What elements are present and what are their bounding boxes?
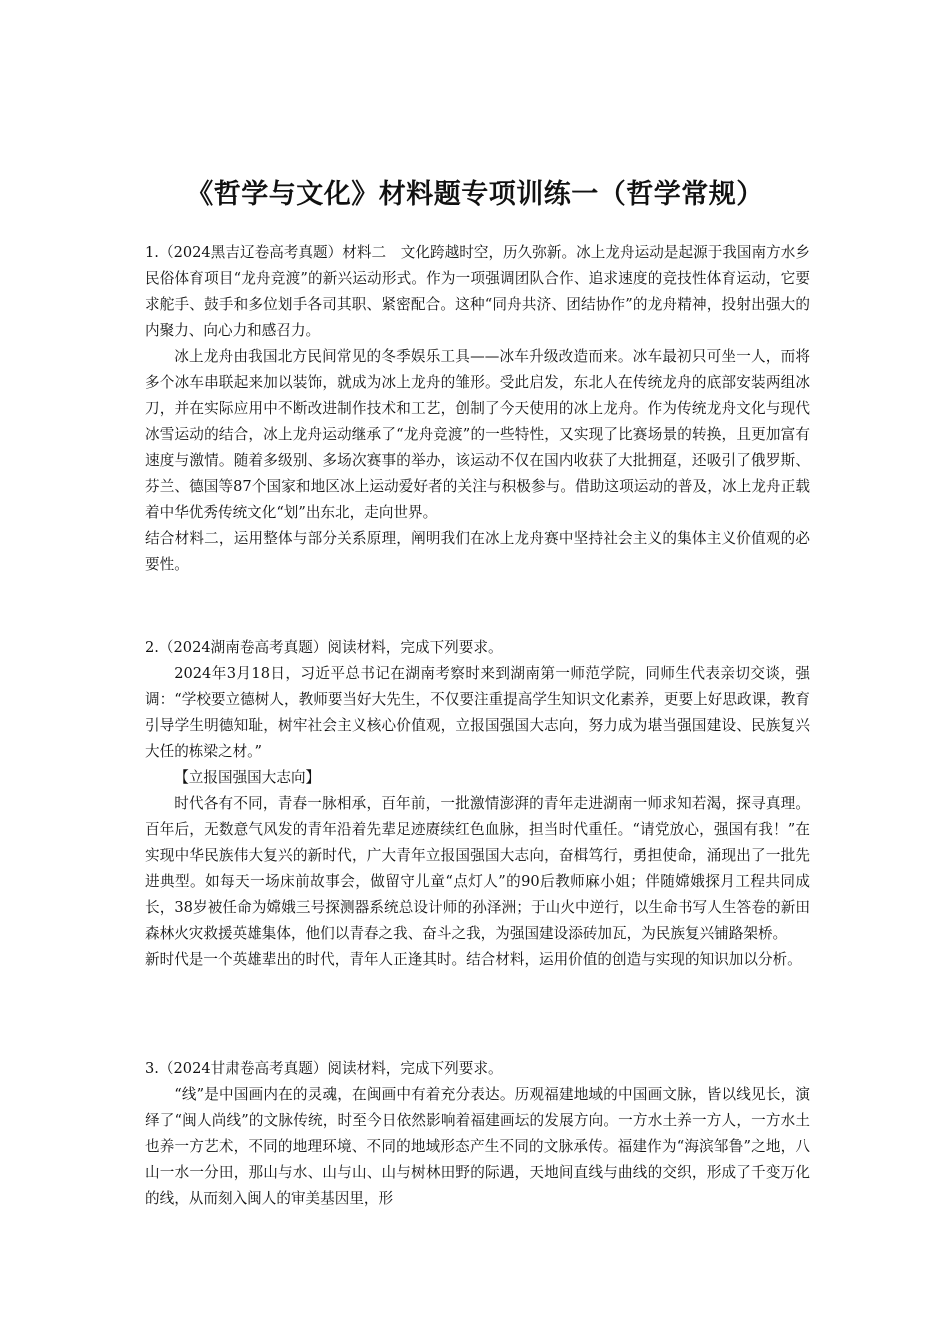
spacer: [145, 973, 810, 1056]
question-1-paragraph: 冰上龙舟由我国北方民间常见的冬季娱乐工具——冰车升级改造而来。冰车最初只可坐一人，而将多个冰车串联起来加以装饰，就成为冰上龙舟的雏形。受此启发，东北人在传统龙舟的底部安装两组冰刀，并在实际应用中不断改进制作技术和工艺，创制了今天使用的冰上龙舟。作为传统龙舟文化与现代冰雪运动的结合，冰上龙舟运动继承了“龙舟竞渡”的一些特性，又实现了比赛场景的转换，且更加富有速度与激情。随着多级别、多场次赛事的举办，该运动不仅在国内收获了大批拥趸，还吸引了俄罗斯、芬兰、德国等87个国家和地区冰上运动爱好者的关注与积极参与。借助这项运动的普及，冰上龙舟正载着中华优秀传统文化“划”出东北，走向世界。: [145, 348, 810, 521]
question-2-prompt: 新时代是一个英雄辈出的时代，青年人正逢其时。结合材料，运用价值的创造与实现的知识加以分析。: [145, 951, 802, 968]
question-3-header: 3.（2024甘肃卷高考真题）阅读材料，完成下列要求。: [145, 1060, 503, 1077]
document-body: [145, 240, 810, 1212]
question-1-material: 1.（2024黑吉辽卷高考真题）材料二 文化跨越时空，历久弥新。冰上龙舟运动是起源于我国南方水乡民俗体育项目“龙舟竞渡”的新兴运动形式。作为一项强调团队合作、追求速度的竞技性体育运动，它要求舵手、鼓手和多位划手各司其职、紧密配合。这种“同舟共济、团结协作”的龙舟精神，投射出强大的内聚力、向心力和感召力。: [145, 244, 810, 339]
question-2-header: 2.（2024湖南卷高考真题）阅读材料，完成下列要求。: [145, 639, 503, 656]
question-2-paragraph-1: 2024年3月18日，习近平总书记在湖南考察时来到湖南第一师范学院，同师生代表亲切交谈，强调：“学校要立德树人，教师要当好大先生，不仅要注重提高学生知识文化素养，更要上好思政课，教育引导学生明德知耻，树牢社会主义核心价值观，立报国强国大志向，努力成为堪当强国建设、民族复兴大任的栋梁之材。”: [145, 665, 810, 760]
question-2-paragraph-2: 时代各有不同，青春一脉相承，百年前，一批激情澎湃的青年走进湖南一师求知若渴，探寻真理。百年后，无数意气风发的青年沿着先辈足迹赓续红色血脉，担当时代重任。“请党放心，强国有我！”在实现中华民族伟大复兴的新时代，广大青年立报国强国大志向，奋楫笃行，勇担使命，涌现出了一批先进典型。如每天一场床前故事会，做留守儿童“点灯人”的90后教师麻小姐；伴随嫦娥探月工程共同成长，38岁被任命为嫦娥三号探测器系统总设计师的孙泽洲；于山火中逆行，以生命书写人生答卷的新田森林火灾救援英雄集体，他们以青春之我、奋斗之我，为强国建设添砖加瓦，为民族复兴铺路架桥。: [145, 795, 810, 942]
question-1: [145, 240, 810, 578]
page-title: 《哲学与文化》材料题专项训练一（哲学常规）: [186, 179, 764, 210]
question-3-paragraph: “线”是中国画内在的灵魂，在闽画中有着充分表达。历观福建地域的中国画文脉，皆以线见长，演绎了“闽人尚线”的文脉传统，时至今日依然影响着福建画坛的发展方向。一方水土养一方人，一方水土也养一方艺术，不同的地理环境、不同的地域形态产生不同的文脉承传。福建作为“海滨邹鲁”之地，八山一水一分田，那山与水、山与山、山与树林田野的际遇，天地间直线与曲线的交织，形成了千变万化的线，从而刻入闽人的审美基因里，形: [145, 1086, 810, 1207]
question-2-subheading: 【立报国强国大志向】: [174, 769, 321, 786]
question-3: [145, 1056, 810, 1212]
question-2: [145, 635, 810, 973]
spacer: [145, 578, 810, 635]
question-1-prompt: 结合材料二，运用整体与部分关系原理，阐明我们在冰上龙舟赛中坚持社会主义的集体主义价值观的必要性。: [145, 530, 810, 573]
